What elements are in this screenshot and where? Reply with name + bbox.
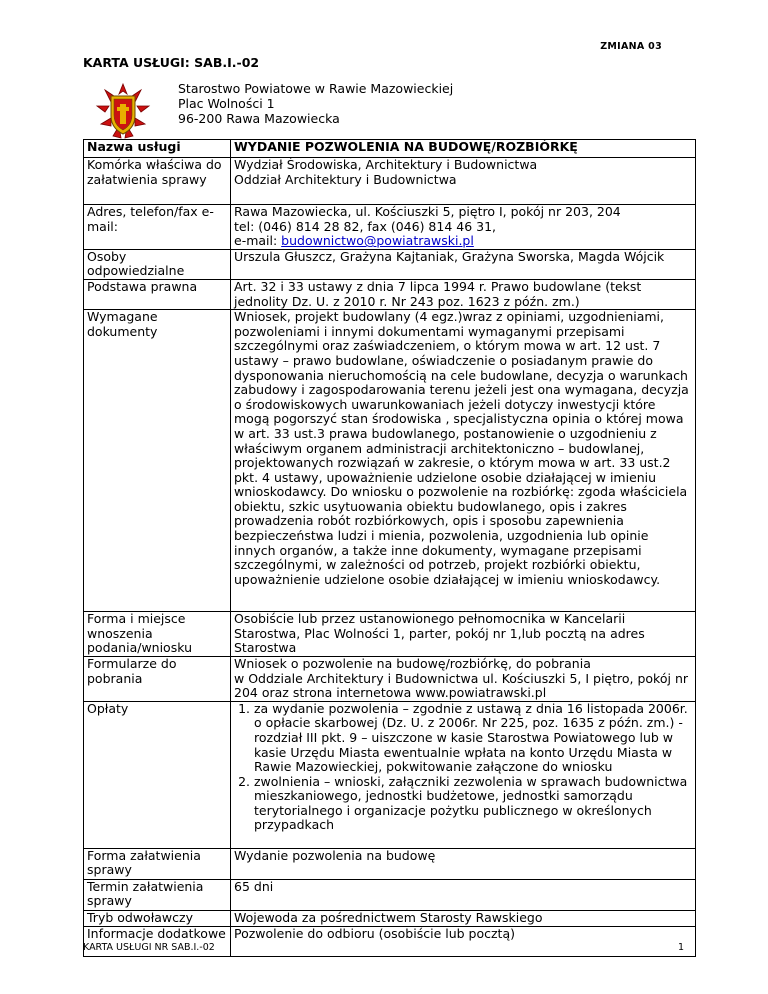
address-line: Rawa Mazowiecka, ul. Kościuszki 5, piętro I, pokój nr 203, 204 [234, 204, 621, 219]
address-line: Plac Wolności 1 [178, 96, 275, 111]
row-termin [84, 879, 696, 910]
phone-line: tel: (046) 814 28 82, fax (046) 814 46 31, [234, 218, 497, 234]
row-oplaty [84, 701, 696, 848]
email-prefix: e-mail: [234, 233, 282, 249]
row-value: Art. 32 i 33 ustawy z dnia 7 lipca 1994 r. Prawo budowlane (tekst jednolity Dz. U. z 2010 r. Nr 243 poz. 1623 z późn. zm.) [231, 279, 696, 309]
row-forma-zalatwienia [84, 848, 696, 879]
form-line: w Oddziale Architektury i Budownictwa ul. Kościuszki 5, I piętro, pokój nr 204 oraz strona internetowa www.powiatrawski.pl [234, 670, 689, 701]
row-podstawa [84, 279, 696, 309]
row-komorka [84, 158, 696, 205]
row-value: 65 dni [231, 879, 696, 910]
row-tryb [84, 910, 696, 926]
row-label: Informacje dodatkowe [84, 926, 231, 956]
row-label: Adres, telefon/fax e-mail: [84, 205, 231, 250]
office-address [178, 81, 453, 126]
address-line: 96-200 Rawa Mazowiecka [178, 111, 340, 126]
row-value [231, 158, 696, 205]
row-value: Wniosek, projekt budowlany (4 egz.)wraz z opiniami, uzgodnieniami, pozwoleniami i innymi dokumentami wymaganymi przepisami szczególnymi oraz zaświadczeniem, o którym mowa w art. 12 ust. 7 ustawy – prawo budowlane, oświadczenie o posiadanym prawie do dysponowania nieruchomością na cele budowlane, decyzja o warunkach zabudowy i zagospodarowania terenu jeżeli jest ona wymagana, decyzja o środowiskowych uwarunkowaniach jeżeli dotyczy inwestycji które mogą pogorszyć stan środowiska , specjalistyczna opinia o której mowa w art. 33 ust.3 prawa budowlanego, postanowienie o uzgodnieniu z właściwym organem administracji architektoniczno – budowlanej, projektowanych rozwiązań w zakresie, o którym mowa w art. 33 ust.2 pkt. 4 ustawy, upoważnienie udzielone osobie działającej w imieniu wnioskodawcy. Do wniosku o pozwolenie na rozbiórkę: zgoda właściciela obiektu, szkic usytuowania obiektu budowlanego, opis i zakres prowadzenia robót rozbiórkowych, opis i sposobu zapewnienia bezpieczeństwa ludzi i mienia, pozwolenia, uzgodnienia lub opinie innych organów, a także inne dokumenty, wymagane przepisami szczególnymi, w zależności od potrzeb, projekt rozbiórki obiektu, upoważnienie udzielone osobie działającej w imieniu wnioskodawcy. [231, 310, 696, 612]
row-label: Formularze do pobrania [84, 656, 231, 701]
fees-list [234, 702, 692, 833]
address-line: Starostwo Powiatowe w Rawie Mazowieckiej [178, 81, 454, 96]
row-formularze [84, 656, 696, 701]
row-value: Wojewoda za pośrednictwem Starosty Rawskiego [231, 910, 696, 926]
row-label: Wymagane dokumenty [84, 310, 231, 612]
row-nazwa [84, 140, 696, 158]
row-adres [84, 205, 696, 250]
department-line: Wydział Środowiska, Architektury i Budownictwa [234, 157, 538, 172]
row-label: Podstawa prawna [84, 279, 231, 309]
row-label: Nazwa usługi [84, 140, 231, 158]
row-label: Forma załatwienia sprawy [84, 848, 231, 879]
coat-of-arms-icon [93, 80, 153, 144]
row-label: Tryb odwoławczy [84, 910, 231, 926]
list-item: 1. za wydanie pozwolenia – zgodnie z ustawą z dnia 16 listopada 2006r. o opłacie skarbowej (Dz. U. z 2006r. Nr 225, poz. 1635 z późn. zm.) - rozdział III pkt. 9 – uiszczone w kasie Starostwa Powiatowego lub w kasie Urzędu Miasta ewentualnie wpłata na konto Urzędu Miasta w Rawie Mazowieckiej, pokwitowanie załączone do wniosku [254, 702, 692, 775]
department-line: Oddział Architektury i Budownictwa [234, 171, 457, 187]
row-value [231, 701, 696, 848]
row-label: Osoby odpowiedzialne [84, 249, 231, 279]
form-line: Wniosek o pozwolenie na budowę/rozbiórkę, do pobrania [234, 655, 591, 671]
row-value: Wydanie pozwolenia na budowę [231, 848, 696, 879]
row-value [231, 656, 696, 701]
row-value: Urszula Głuszcz, Grażyna Kajtaniak, Grażyna Sworska, Magda Wójcik [231, 249, 696, 279]
email-line [234, 234, 692, 249]
row-value: Pozwolenie do odbioru (osobiście lub pocztą) [231, 926, 696, 956]
service-card-table [83, 139, 696, 957]
card-title: KARTA USŁUGI: SAB.I.-02 [83, 55, 260, 70]
row-forma-miejsce [84, 612, 696, 657]
row-label: Komórka właściwa do załatwienia sprawy [84, 158, 231, 205]
row-label: Forma i miejsce wnoszenia podania/wniosku [84, 612, 231, 657]
row-value [231, 205, 696, 250]
service-name: WYDANIE POZWOLENIA NA BUDOWĘ/ROZBIÓRKĘ [231, 140, 696, 158]
row-osoby [84, 249, 696, 279]
list-item: 2. zwolnienia – wnioski, załączniki zezwolenia w sprawach budownictwa mieszkaniowego, jednostki budżetowe, jednostki samorządu terytorialnego i organizacje pożytku publicznego w określonych przypadkach [254, 775, 692, 833]
page-number: 1 [678, 942, 685, 953]
email-link[interactable]: budownictwo@powiatrawski.pl [281, 233, 474, 249]
footer-card-number: KARTA USŁUGI NR SAB.I.-02 [83, 942, 215, 953]
revision-label: ZMIANA 03 [600, 41, 662, 52]
row-label: Termin załatwienia sprawy [84, 879, 231, 910]
row-wymagane [84, 310, 696, 612]
row-value: Osobiście lub przez ustanowionego pełnomocnika w Kancelarii Starostwa, Plac Wolności 1, parter, pokój nr 1,lub pocztą na adres Starostwa [231, 612, 696, 657]
row-label: Opłaty [84, 701, 231, 848]
